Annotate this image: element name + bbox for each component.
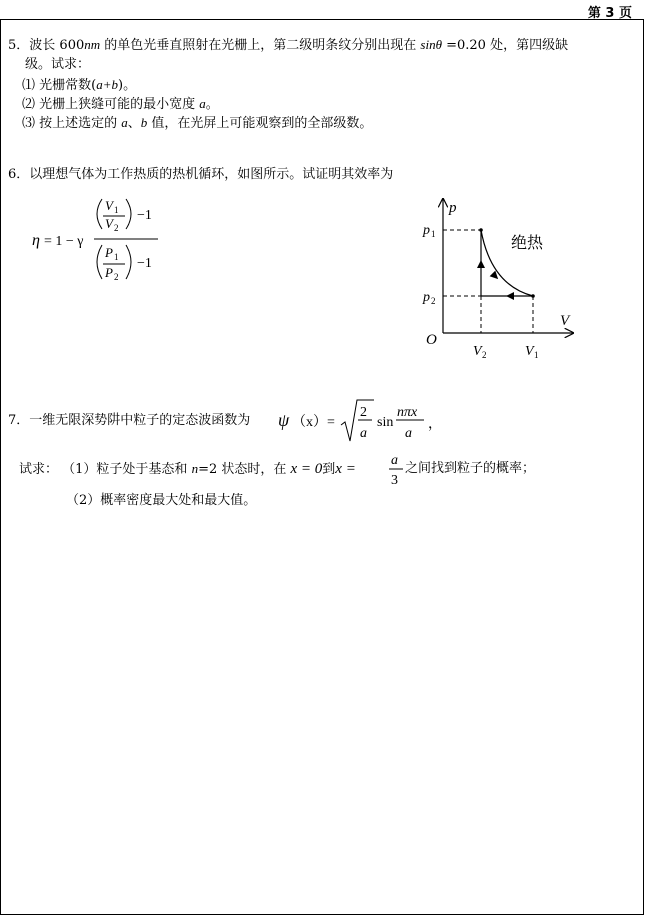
question-number: 5． — [8, 38, 30, 53]
svg-text:2: 2 — [431, 296, 436, 306]
question-5-item-1: ⑴ 光栅常数(a+b)。 — [22, 77, 137, 93]
svg-text:1: 1 — [114, 252, 119, 262]
svg-text:2: 2 — [360, 405, 367, 420]
svg-text:V: V — [105, 216, 113, 231]
question-7-part-1-tail: 之间找到粒子的概率； — [405, 461, 536, 476]
p1-label: p — [423, 223, 430, 238]
question-7-part-1: 试求： （1）粒子处于基态和 n=2 状态时，在 x = 0到x = — [19, 461, 356, 477]
svg-text:1: 1 — [114, 205, 119, 215]
question-5-item-3: ⑶ 按上述选定的 a、b 值，在光屏上可能观察到的全部级数。 — [22, 115, 373, 131]
svg-text:sin: sin — [377, 415, 394, 430]
state-point — [531, 294, 535, 298]
eta-symbol: η — [32, 232, 40, 249]
origin-label: O — [426, 332, 437, 348]
svg-text:2: 2 — [114, 223, 119, 233]
svg-text:a: a — [405, 426, 412, 441]
svg-text:a: a — [391, 453, 398, 468]
svg-text:（x）=: （x）= — [292, 415, 335, 430]
svg-text:V: V — [105, 198, 113, 213]
question-7-part-2: （2）概率密度最大处和最大值。 — [66, 493, 257, 508]
v1-label: V — [525, 344, 534, 359]
right-paren-lower — [126, 245, 131, 279]
left-paren-lower — [97, 245, 102, 279]
left-paren-upper — [97, 199, 102, 229]
svg-text:2: 2 — [114, 272, 119, 282]
question-5-item-2: ⑵ 光栅上狭缝可能的最小宽度 a。 — [22, 96, 219, 112]
svg-text:nπx: nπx — [397, 405, 418, 420]
arrow-adiabatic — [494, 275, 496, 277]
svg-text:，: ， — [428, 417, 442, 432]
question-number: 7． — [8, 413, 30, 428]
svg-text:P: P — [105, 265, 113, 280]
svg-text:−1: −1 — [137, 256, 152, 271]
svg-text:1: 1 — [431, 229, 436, 239]
fraction-a-over-3 — [388, 449, 404, 489]
svg-text:a: a — [360, 426, 367, 441]
question-7-text: 7．一维无限深势阱中粒子的定态波函数为 — [8, 413, 251, 428]
psi-symbol: ψ — [278, 410, 290, 430]
efficiency-formula — [30, 190, 170, 300]
question-5-line-1: 5．波长 600nm 的单色光垂直照射在光栅上，第二级明条纹分别出现在 sinθ =0.20 处，第四级缺 — [8, 37, 569, 53]
pv-diagram — [415, 193, 585, 368]
v-axis-label: V — [560, 313, 570, 329]
question-number: 6． — [8, 167, 30, 182]
ask-label: 试求： — [19, 462, 59, 477]
svg-text:−1: −1 — [137, 208, 152, 223]
svg-text:P: P — [105, 245, 113, 260]
formula-prefix: = 1 − γ — [44, 234, 84, 249]
svg-text:1: 1 — [534, 350, 539, 360]
question-5-line-2: 级。试求： — [25, 57, 91, 72]
page-number: 第 3 页 — [587, 6, 632, 21]
p-axis-label: p — [449, 200, 457, 216]
p2-label: p — [423, 290, 430, 305]
state-point — [479, 228, 483, 232]
adiabatic-label: 绝热 — [511, 233, 544, 252]
wavefunction-formula — [276, 397, 446, 445]
question-6-text: 6．以理想气体为工作热质的热机循环，如图所示。试证明其效率为 — [8, 167, 394, 182]
svg-text:2: 2 — [482, 350, 487, 360]
svg-text:3: 3 — [391, 473, 398, 488]
right-paren-upper — [126, 199, 131, 229]
v2-label: V — [473, 344, 482, 359]
